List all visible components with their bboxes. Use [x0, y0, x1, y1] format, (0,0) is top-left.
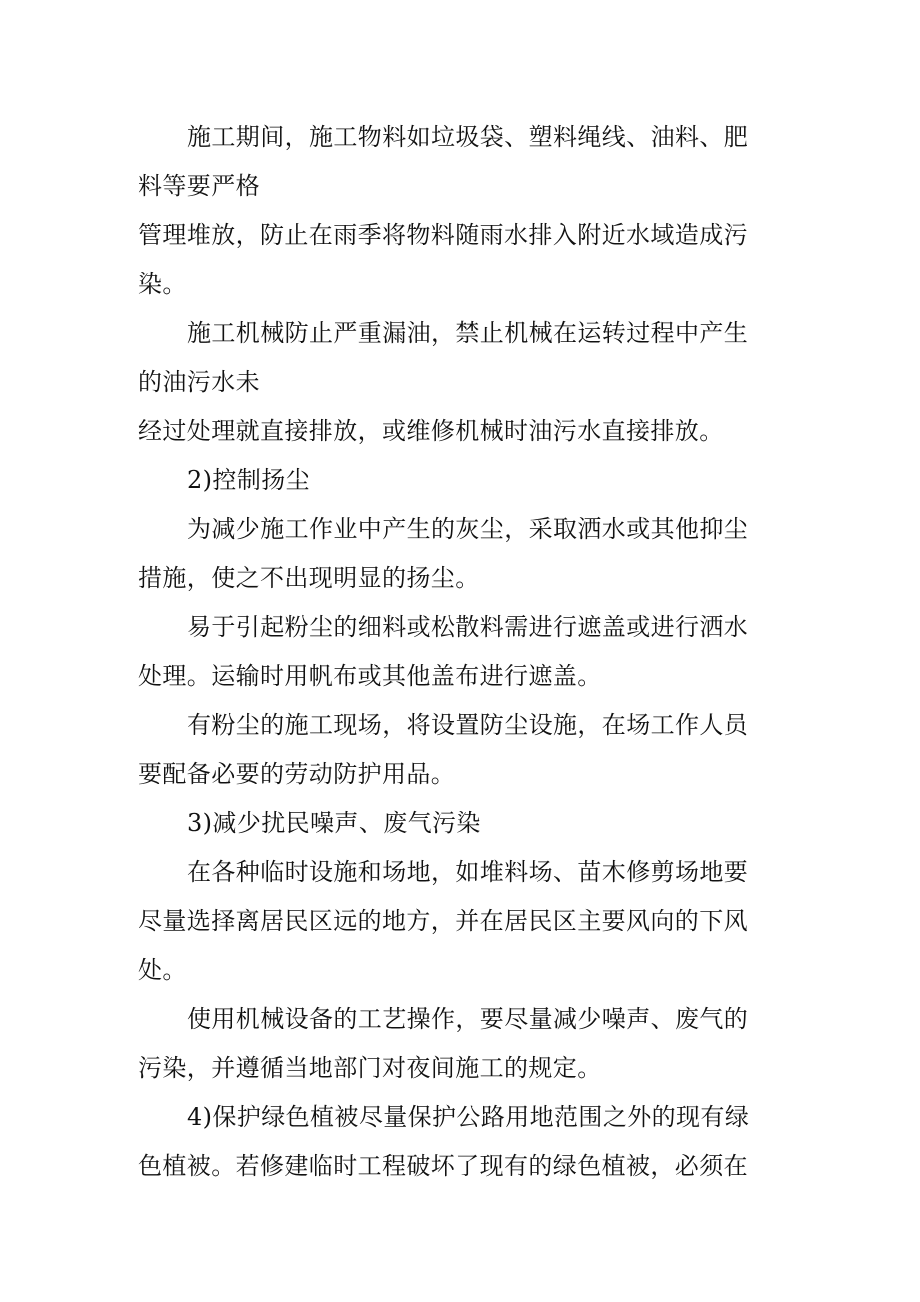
document-body — [138, 113, 766, 1191]
paragraph-dust-protection: 有粉尘的施工现场，将设置防尘设施，在场工作人员要配备必要的劳动防护用品。 — [138, 711, 749, 788]
paragraph-materials-management-line1: 施工期间，施工物料如垃圾袋、塑料绳线、油料、肥料等要严格 — [138, 123, 749, 200]
paragraph-machinery-oil-line2: 经过处理就直接排放，或维修机械时油污水直接排放。 — [138, 417, 724, 445]
paragraph-material-covering: 易于引起粉尘的细料或松散料需进行遮盖或进行洒水处理。运输时用帆布或其他盖布进行遮盖。 — [138, 613, 749, 690]
paragraph-materials-management-line2: 管理堆放，防止在雨季将物料随雨水排入附近水域造成污染。 — [138, 221, 748, 298]
section-heading-noise-exhaust: 3)减少扰民噪声、废气污染 — [187, 809, 481, 837]
paragraph-equipment-noise: 使用机械设备的工艺操作，要尽量减少噪声、废气的污染，并遵循当地部门对夜间施工的规定。 — [138, 1005, 749, 1082]
paragraph-dust-reduction: 为减少施工作业中产生的灰尘，采取洒水或其他抑尘措施，使之不出现明显的扬尘。 — [138, 515, 749, 592]
paragraph-site-location: 在各种临时设施和场地，如堆料场、苗木修剪场地要尽量选择离居民区远的地方，并在居民区主要风向的下风处。 — [138, 858, 749, 984]
paragraph-vegetation-protection: 4)保护绿色植被尽量保护公路用地范围之外的现有绿色植被。若修建临时工程破坏了现有的绿色植被，必须在 — [138, 1103, 750, 1180]
paragraph-machinery-oil-line1: 施工机械防止严重漏油，禁止机械在运转过程中产生的油污水未 — [138, 319, 749, 396]
section-heading-dust-control: 2)控制扬尘 — [187, 466, 311, 494]
